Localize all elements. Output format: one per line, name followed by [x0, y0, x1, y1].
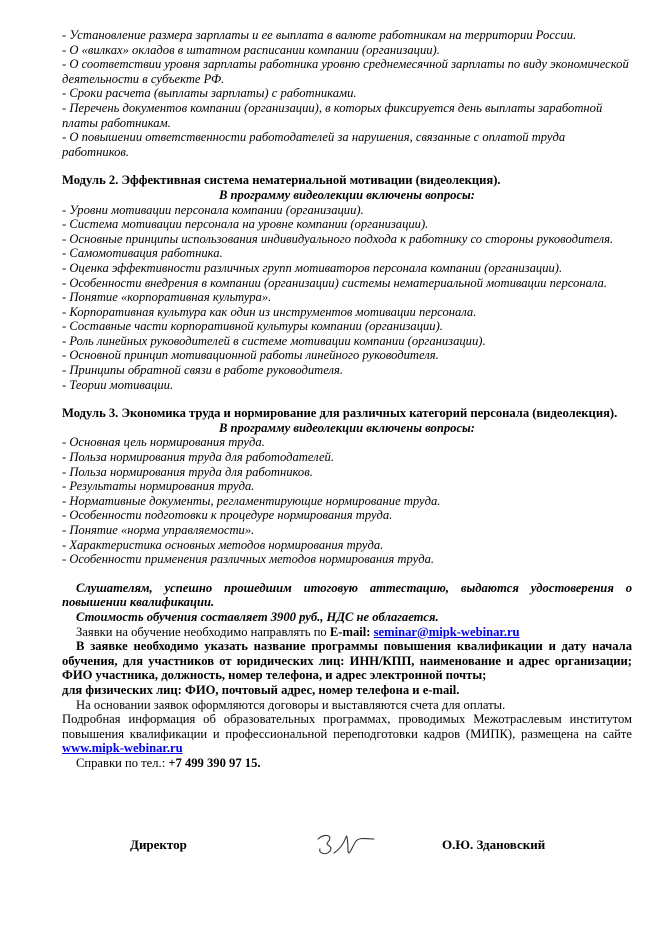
list-item: - О соответствии уровня зарплаты работника уровню среднемесячной зарплаты по виду экономической деятельности в субъекте РФ.: [62, 57, 629, 86]
list-item: - Составные части корпоративной культуры компании (организации).: [62, 319, 443, 334]
list-item: - Понятие «норма управляемости».: [62, 523, 255, 537]
requirements-individual: для физических лиц: ФИО, почтовый адрес, номер телефона и e-mail.: [62, 682, 460, 697]
list-item: - Принципы обратной связи в работе руководителя.: [62, 363, 343, 378]
module2-subtitle: В программу видеолекции включены вопросы:: [219, 187, 475, 202]
handwritten-signature-icon: [312, 829, 382, 863]
list-item: - Основная цель нормирования труда.: [62, 435, 265, 450]
intro-list: [62, 28, 632, 159]
list-item: - Роль линейных руководителей в системе мотивации компании (организации).: [62, 333, 486, 348]
list-item: - Результаты нормирования труда.: [62, 479, 255, 494]
list-item: - Особенности применения различных методов нормирования труда.: [62, 552, 435, 567]
list-item: - Понятие «корпоративная культура».: [62, 290, 272, 305]
module3-title: Модуль 3. Экономика труда и нормирование для различных категорий персонала (видеолекция).: [62, 406, 618, 421]
list-item: - Установление размера зарплаты и ее выплата в валюте работникам на территории России.: [62, 28, 577, 42]
site-link[interactable]: www.mipk-webinar.ru: [62, 741, 183, 756]
list-item: - Теории мотивации.: [62, 377, 174, 392]
module3-subtitle: В программу видеолекции включены вопросы:: [219, 420, 475, 435]
list-item: - Основные принципы использования индивидуального подхода к работнику со стороны руководителя.: [62, 231, 614, 246]
certificate-text: Слушателям, успешно прошедшим итоговую аттестацию, выдаются удостоверения о повышении квалификации.: [62, 580, 632, 610]
list-item: - Польза нормирования труда для работодателей.: [62, 450, 334, 465]
module2-title: Модуль 2. Эффективная система нематериальной мотивации (видеолекция).: [62, 173, 501, 188]
closing-section: [62, 581, 632, 771]
list-item: - Уровни мотивации персонала компании (организации).: [62, 202, 364, 217]
list-item: - Основной принцип мотивационной работы линейного руководителя.: [62, 348, 439, 363]
list-item: - Сроки расчета (выплаты зарплаты) с работниками.: [62, 86, 357, 101]
module3-section: [62, 406, 632, 567]
list-item: - О «вилках» окладов в штатном расписании компании (организации).: [62, 42, 440, 57]
contracts-text: На основании заявок оформляются договоры и выставляются счета для оплаты.: [76, 697, 506, 712]
module2-section: [62, 173, 632, 392]
email-line: [62, 625, 632, 640]
requirements-legal: В заявке необходимо указать название программы повышения квалификации и дату начала обучения, для участников от юридических лиц: ИНН/КПП, наименование и адрес организации; ФИО участника, должность, номер телефона, и адрес электронной почты;: [62, 639, 632, 683]
list-item: - Оценка эффективности различных групп мотиваторов персонала компании (организации).: [62, 260, 563, 275]
phone-prefix: Справки по тел.:: [76, 755, 169, 770]
list-item: - Самомотивация работника.: [62, 246, 223, 261]
cost-text: Стоимость обучения составляет 3900 руб., НДС не облагается.: [76, 609, 439, 624]
list-item: - Корпоративная культура как один из инструментов мотивации персонала.: [62, 304, 477, 319]
list-item: - О повышении ответственности работодателей за нарушения, связанные с оплатой труда работников.: [62, 130, 566, 159]
signature-role: Директор: [130, 837, 187, 852]
list-item: - Характеристика основных методов нормирования труда.: [62, 537, 384, 552]
email-link[interactable]: seminar@mipk-webinar.ru: [373, 624, 520, 639]
phone-number: +7 499 390 97 15.: [168, 755, 261, 770]
email-label: E-mail:: [329, 624, 374, 639]
list-item: - Особенности внедрения в компании (организации) системы нематериальной мотивации персонала.: [62, 275, 607, 290]
document-page: [62, 28, 632, 771]
list-item: - Перечень документов компании (организации), в которых фиксируется день выплаты заработной платы работникам.: [62, 100, 603, 130]
list-item: - Особенности подготовки к процедуре нормирования труда.: [62, 508, 393, 523]
list-item: - Нормативные документы, регламентирующие нормирование труда.: [62, 493, 441, 508]
phone-line: [62, 756, 632, 771]
email-prefix: Заявки на обучение необходимо направлять по: [76, 624, 330, 639]
list-item: - Польза нормирования труда для работников.: [62, 464, 313, 479]
signature-block: [0, 835, 659, 875]
info-paragraph: [62, 712, 632, 756]
list-item: - Система мотивации персонала на уровне компании (организации).: [62, 217, 429, 232]
signature-name: О.Ю. Здановский: [442, 837, 546, 852]
info-text: Подробная информация об образовательных программах, проводимых Межотраслевым институтом повышения квалификации и профессиональной переподготовки кадров (МИПК), размещена на сайте: [62, 712, 632, 741]
